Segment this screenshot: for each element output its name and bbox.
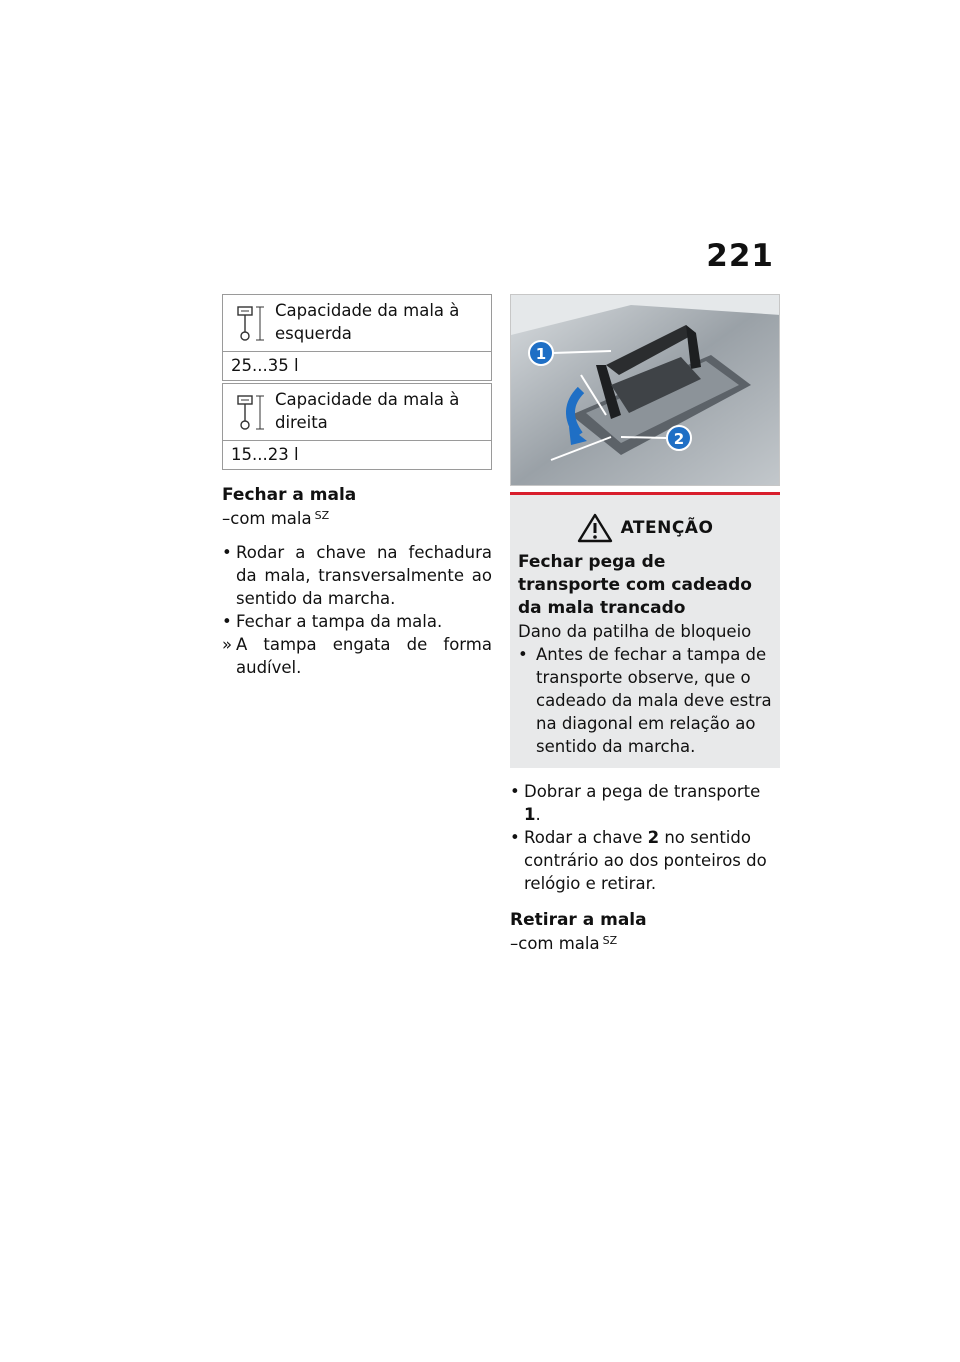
spec-value: 15...23 l	[223, 441, 492, 470]
section-title-close: Fechar a mala	[222, 485, 357, 505]
list-item: • Dobrar a pega de transporte 1.	[510, 782, 761, 824]
spec-header-left	[223, 295, 492, 352]
callout-2: 2	[673, 430, 685, 448]
luggage-capacity-icon	[236, 393, 266, 433]
spec-table	[222, 294, 492, 470]
section-title-remove: Retirar a mala	[510, 910, 647, 930]
footnote-marker: SZ	[314, 509, 330, 522]
spec-label: Capacidade da mala à direita	[275, 390, 460, 432]
condition-note: –com mala $^{SZ}$	[222, 509, 330, 528]
luggage-capacity-icon	[236, 304, 266, 344]
left-column	[222, 294, 492, 679]
list-item: • Rodar a chave na fechadura da mala, transversalmente ao sentido da marcha.	[222, 543, 492, 608]
list-item: • Fechar a tampa da mala.	[222, 612, 443, 631]
condition-note: –com mala $^{SZ}$	[510, 934, 618, 953]
luggage-lock-photo	[510, 294, 780, 486]
spec-label: Capacidade da mala à esquerda	[275, 301, 460, 343]
callout-ref: 2	[647, 828, 660, 847]
page-number: 221	[706, 238, 774, 274]
warning-header	[518, 513, 772, 543]
warning-text: Dano da patilha de bloqueio	[518, 622, 752, 641]
right-column	[510, 294, 780, 955]
warning-box	[510, 492, 780, 768]
photo-illustration	[511, 295, 780, 486]
warning-triangle-icon	[577, 513, 613, 543]
spec-value: 25...35 l	[223, 352, 492, 381]
footnote-marker: SZ	[602, 934, 618, 947]
callout-1: 1	[535, 345, 547, 363]
list-item: » A tampa engata de forma audível.	[222, 635, 492, 677]
list-item: • Antes de fechar a tampa de transporte observe, que o cadeado da mala deve estra na diagonal em relação ao sentido da marcha.	[518, 645, 772, 756]
warning-subtitle: Fechar pega de transporte com cadeado da mala trancado	[518, 552, 752, 618]
callout-ref: 1	[524, 805, 536, 824]
list-item: • Rodar a chave 2 no sentido contrário ao dos ponteiros do relógio e retirar.	[510, 828, 767, 893]
warning-title: ATENÇÃO	[620, 518, 714, 538]
warning-list	[518, 643, 772, 758]
spec-header-right	[223, 384, 492, 441]
steps-after-list	[510, 780, 780, 895]
steps-list	[222, 541, 492, 679]
